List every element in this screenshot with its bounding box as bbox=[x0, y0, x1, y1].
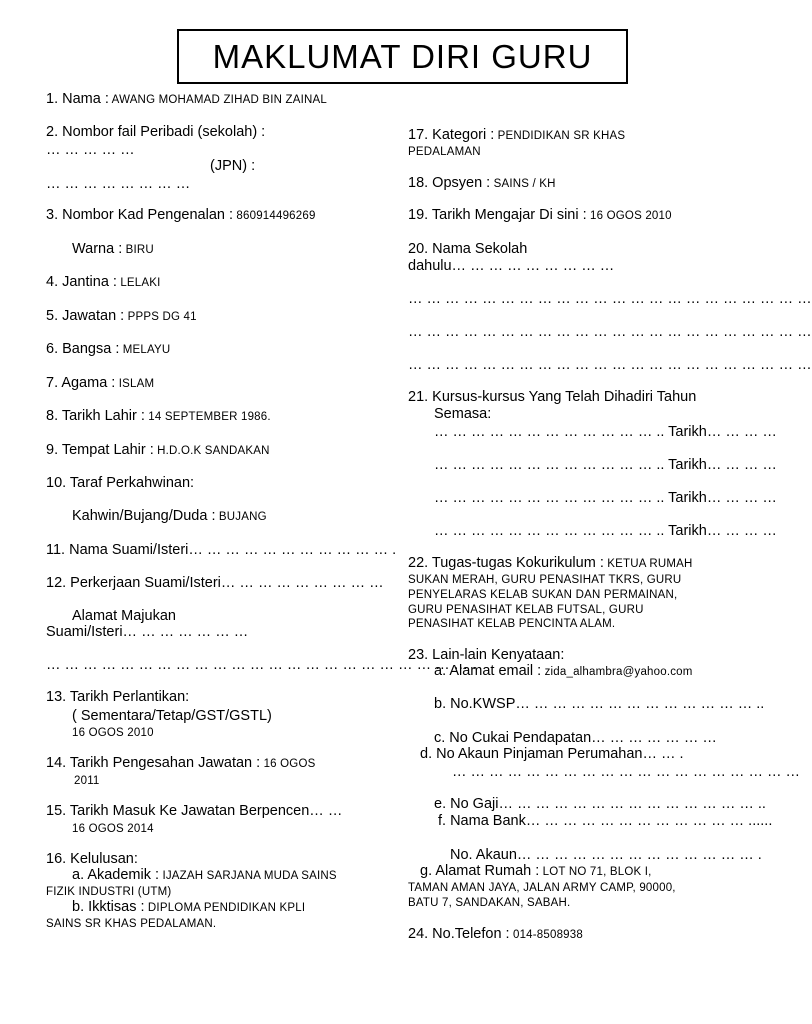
field-label: Semasa: bbox=[434, 406, 492, 422]
field-label: Kahwin/Bujang/Duda : bbox=[72, 508, 216, 524]
field-value: 16 OGOS 2010 bbox=[586, 210, 672, 222]
field-label: 20. Nama Sekolah bbox=[408, 241, 528, 257]
field-tel bbox=[408, 926, 583, 943]
field-sek1 bbox=[408, 241, 527, 257]
field-label: 18. Opsyen : bbox=[408, 175, 491, 191]
field-value: 14 SEPTEMBER 1986. bbox=[144, 411, 271, 423]
field-value: 16 OGOS bbox=[260, 758, 316, 770]
field-kp bbox=[46, 207, 316, 224]
field-label: 3. Nombor Kad Pengenalan : bbox=[46, 207, 234, 223]
field-label: … … … … … … … … … … … … … … … … … … … … … … … . bbox=[46, 657, 477, 673]
field-sek4 bbox=[408, 324, 812, 340]
field-label: 22. Tugas-tugas Kokurikulum : bbox=[408, 555, 604, 571]
field-label: b. Ikktisas : bbox=[72, 899, 145, 915]
field-value: BATU 7, SANDAKAN, SABAH. bbox=[408, 897, 571, 909]
field-label: … … … … … … … … … … … … … … … … … … … … … … bbox=[408, 291, 812, 307]
field-label: 7. Agama : bbox=[46, 375, 116, 391]
field-lain bbox=[408, 647, 564, 663]
field-label: … … … … … … … … … … … … … … … … … … … bbox=[452, 764, 801, 780]
field-label: g. Alamat Rumah : bbox=[420, 863, 540, 879]
field-lantik1 bbox=[46, 689, 189, 705]
title-box bbox=[177, 29, 628, 84]
field-sek2 bbox=[408, 258, 614, 274]
field-bank bbox=[438, 813, 772, 829]
field-label: 2. Nombor fail Peribadi (sekolah) : bbox=[46, 124, 266, 140]
field-sek5 bbox=[408, 357, 812, 373]
field-kel bbox=[46, 851, 138, 867]
field-label: Warna : bbox=[72, 241, 123, 257]
field-kur2 bbox=[434, 406, 491, 422]
field-value: FIZIK INDUSTRI (UTM) bbox=[46, 886, 172, 898]
field-label: 12. Perkerjaan Suami/Isteri… … … … … … … … … bbox=[46, 575, 384, 591]
field-kur6 bbox=[434, 523, 777, 539]
field-alamat2 bbox=[46, 624, 248, 640]
field-label: … … … … … … … … … … … … .. Tarikh… … … … bbox=[434, 457, 777, 473]
field-jpn-dots bbox=[46, 176, 190, 192]
field-label: a. Alamat email : bbox=[434, 663, 542, 679]
field-label: Alamat Majukan bbox=[72, 608, 176, 624]
field-nama bbox=[46, 91, 327, 108]
field-value: GURU PENASIHAT KELAB FUTSAL, GURU bbox=[408, 604, 644, 616]
field-value: BIRU bbox=[122, 244, 154, 256]
field-taraf bbox=[46, 475, 194, 491]
field-tempat bbox=[46, 442, 270, 459]
field-bangsa bbox=[46, 341, 170, 358]
field-lahir bbox=[46, 408, 271, 425]
field-value: 16 OGOS 2010 bbox=[72, 727, 154, 739]
field-email bbox=[434, 663, 693, 680]
field-sah2 bbox=[74, 772, 100, 789]
field-pinj2 bbox=[452, 764, 800, 780]
field-label: b. No.KWSP… … … … … … … … … … … … … .. bbox=[434, 696, 765, 712]
field-label: 14. Tarikh Pengesahan Jawatan : bbox=[46, 755, 261, 771]
field-sah bbox=[46, 755, 315, 772]
field-warna bbox=[72, 241, 154, 258]
field-label: 17. Kategori : bbox=[408, 127, 495, 143]
field-label: ( Sementara/Tetap/GST/GSTL) bbox=[72, 708, 272, 724]
field-label: 4. Jantina : bbox=[46, 274, 117, 290]
field-value: TAMAN AMAN JAYA, JALAN ARMY CAMP, 90000, bbox=[408, 882, 676, 894]
field-value: KETUA RUMAH bbox=[603, 558, 693, 570]
field-akad2 bbox=[46, 883, 171, 900]
field-label: 13. Tarikh Perlantikan: bbox=[46, 689, 190, 705]
field-label: (JPN) : bbox=[210, 158, 256, 174]
field-value: 014-8508938 bbox=[509, 929, 583, 941]
field-ikt2 bbox=[46, 915, 216, 932]
field-kat2 bbox=[408, 143, 481, 160]
field-label: … … … … … … … … … … … … … … … … … … … … … … bbox=[408, 357, 812, 373]
field-ajar bbox=[408, 207, 672, 224]
field-label: 10. Taraf Perkahwinan: bbox=[46, 475, 195, 491]
field-value: PENASIHAT KELAB PENCINTA ALAM. bbox=[408, 618, 616, 630]
field-label: e. No Gaji… … … … … … … … … … … … … … .. bbox=[434, 796, 766, 812]
field-value: PENDIDIKAN SR KHAS bbox=[494, 130, 626, 142]
field-label: c. No Cukai Pendapatan… … … … … … … bbox=[434, 730, 717, 746]
field-label: … … … … … bbox=[46, 142, 135, 158]
field-label: No. Akaun… … … … … … … … … … … … … . bbox=[450, 847, 762, 863]
field-kat bbox=[408, 127, 625, 144]
field-value: LOT NO 71, BLOK I, bbox=[539, 866, 652, 878]
field-akad bbox=[72, 867, 337, 884]
field-pencen2 bbox=[72, 820, 154, 837]
field-kur4 bbox=[434, 457, 777, 473]
field-jawatan bbox=[46, 308, 197, 325]
field-ikt bbox=[72, 899, 305, 916]
field-rumah3 bbox=[408, 894, 570, 911]
field-label: 16. Kelulusan: bbox=[46, 851, 138, 867]
field-ops bbox=[408, 175, 556, 192]
field-label: 6. Bangsa : bbox=[46, 341, 120, 357]
field-label: dahulu… … … … … … … … … bbox=[408, 258, 615, 274]
field-value: PENYELARAS KELAB SUKAN DAN PERMAINAN, bbox=[408, 589, 678, 601]
field-agama bbox=[46, 375, 154, 392]
field-label: Suami/Isteri… … … … … … … bbox=[46, 624, 249, 640]
field-jantina bbox=[46, 274, 161, 291]
field-value: SAINS SR KHAS PEDALAMAN. bbox=[46, 918, 217, 930]
field-label: 9. Tempat Lahir : bbox=[46, 442, 154, 458]
field-label: … … … … … … … … … … … … .. Tarikh… … … … bbox=[434, 490, 777, 506]
field-value: PEDALAMAN bbox=[408, 146, 481, 158]
field-value: 2011 bbox=[74, 775, 100, 787]
field-label: 21. Kursus-kursus Yang Telah Dihadiri Tahun bbox=[408, 389, 697, 405]
field-tug bbox=[408, 555, 693, 572]
field-value: H.D.O.K SANDAKAN bbox=[153, 445, 270, 457]
field-value: MELAYU bbox=[119, 344, 171, 356]
field-value: IJAZAH SARJANA MUDA SAINS bbox=[159, 870, 337, 882]
field-lantik3 bbox=[72, 724, 154, 741]
field-tug5 bbox=[408, 615, 615, 632]
field-label: 11. Nama Suami/Isteri… … … … … … … … … … … . bbox=[46, 542, 397, 558]
field-rumah bbox=[420, 863, 652, 880]
field-lantik2 bbox=[72, 708, 272, 724]
field-kerja bbox=[46, 575, 384, 591]
field-sek3 bbox=[408, 291, 812, 307]
field-label: 19. Tarikh Mengajar Di sini : bbox=[408, 207, 587, 223]
field-label: … … … … … … … … … … … … .. Tarikh… … … … bbox=[434, 523, 777, 539]
field-label: … … … … … … … … … … … … .. Tarikh… … … … bbox=[434, 424, 777, 440]
field-label: 5. Jawatan : bbox=[46, 308, 125, 324]
field-value: SAINS / KH bbox=[490, 178, 556, 190]
field-label: 8. Tarikh Lahir : bbox=[46, 408, 145, 424]
field-value: LELAKI bbox=[116, 277, 161, 289]
field-value: ISLAM bbox=[115, 378, 155, 390]
field-label: f. Nama Bank… … … … … … … … … … … … ...... bbox=[438, 813, 773, 829]
field-label: a. Akademik : bbox=[72, 867, 160, 883]
field-cukai bbox=[434, 730, 717, 746]
field-label: d. No Akaun Pinjaman Perumahan… … . bbox=[420, 746, 684, 762]
field-alamat1 bbox=[72, 608, 176, 624]
page-title: MAKLUMAT DIRI GURU bbox=[212, 37, 593, 75]
field-label: 23. Lain-lain Kenyataan: bbox=[408, 647, 565, 663]
field-gaji bbox=[434, 796, 766, 812]
field-kur5 bbox=[434, 490, 777, 506]
field-value: AWANG MOHAMAD ZIHAD BIN ZAINAL bbox=[108, 94, 327, 106]
field-label: 24. No.Telefon : bbox=[408, 926, 510, 942]
field-akaun bbox=[450, 847, 762, 863]
field-value: BUJANG bbox=[215, 511, 267, 523]
field-label: 1. Nama : bbox=[46, 91, 109, 107]
field-value: DIPLOMA PENDIDIKAN KPLI bbox=[144, 902, 306, 914]
field-kwsp bbox=[434, 696, 764, 712]
field-kahwin bbox=[72, 508, 267, 525]
field-pinj bbox=[420, 746, 684, 762]
field-kur1 bbox=[408, 389, 696, 405]
field-label: … … … … … … … … … … … … … … … … … … … … … … bbox=[408, 324, 812, 340]
field-kur3 bbox=[434, 424, 777, 440]
field-jpn-label bbox=[210, 158, 255, 174]
field-value: 16 OGOS 2014 bbox=[72, 823, 154, 835]
field-value: zida_alhambra@yahoo.com bbox=[541, 666, 693, 678]
field-suami bbox=[46, 542, 396, 558]
field-label: 15. Tarikh Masuk Ke Jawatan Berpencen… … bbox=[46, 803, 343, 819]
field-pencen bbox=[46, 803, 342, 819]
field-value: SUKAN MERAH, GURU PENASIHAT TKRS, GURU bbox=[408, 574, 682, 586]
field-fail-label bbox=[46, 124, 265, 140]
field-value: PPPS DG 41 bbox=[124, 311, 197, 323]
field-fail-dots bbox=[46, 142, 135, 158]
field-label: … … … … … … … … bbox=[46, 176, 191, 192]
field-value: 860914496269 bbox=[233, 210, 316, 222]
